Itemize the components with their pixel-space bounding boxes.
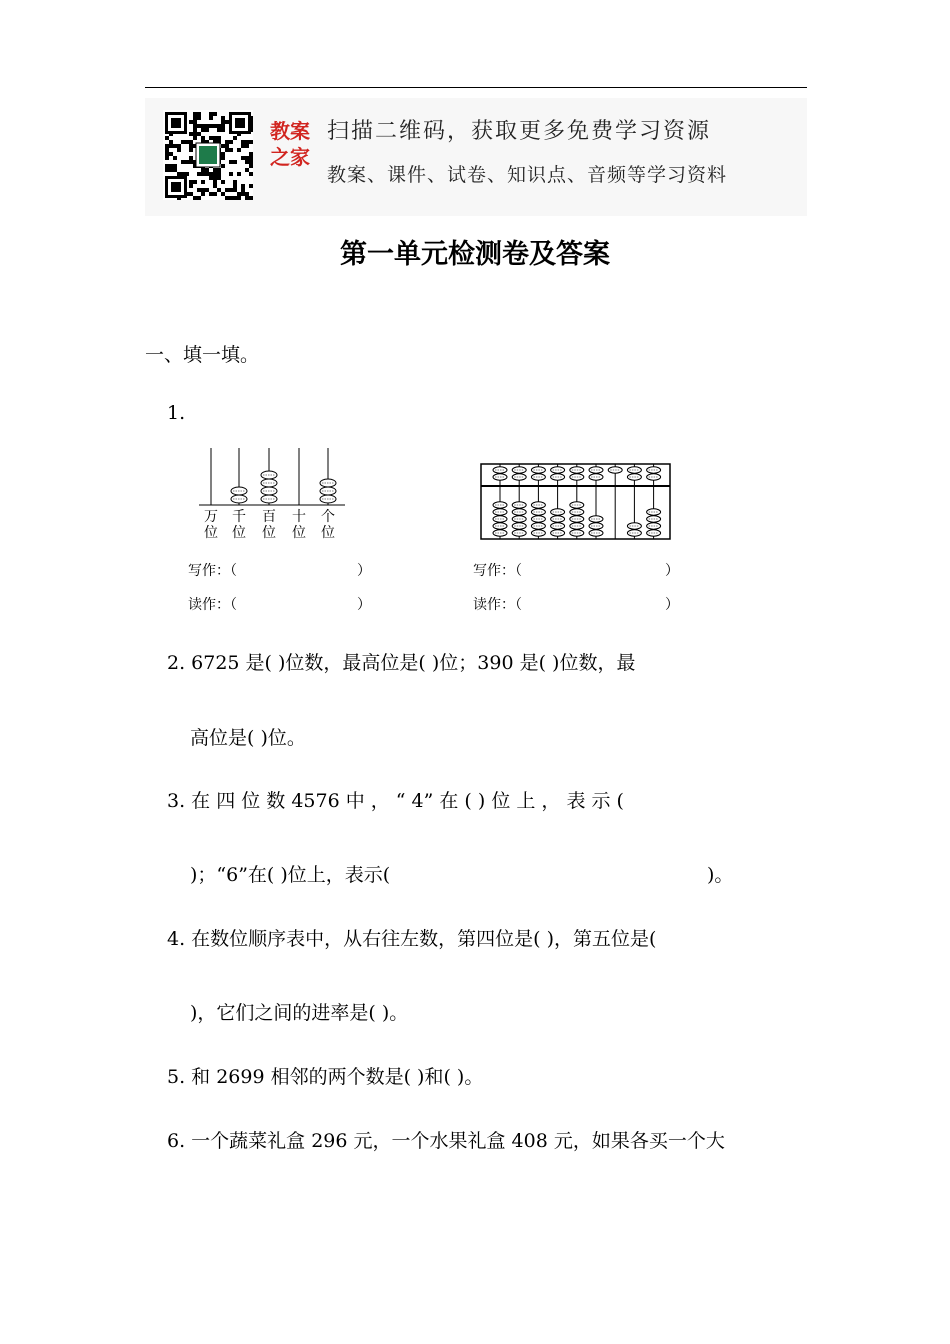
banner-subline: 教案、课件、试卷、知识点、音频等学习资料 bbox=[327, 164, 728, 186]
question-6-line-1: 6. 一个蔬菜礼盒 296 元，一个水果礼盒 408 元，如果各买一个大 bbox=[167, 1130, 725, 1152]
question-1-number: 1. bbox=[167, 402, 186, 424]
question-2-line-1: 2. 6725 是( )位数，最高位是( )位；390 是( )位数，最 bbox=[167, 652, 636, 674]
place-label: 个 位 bbox=[321, 509, 335, 541]
page-title: 第一单元检测卷及答案 bbox=[340, 239, 610, 270]
read-label-right: 读作：（ bbox=[473, 597, 522, 613]
question-4-line-2: )，它们之间的进率是( )。 bbox=[190, 1002, 409, 1024]
write-label-left: 写作：（ bbox=[188, 563, 237, 579]
write-label-right: 写作：（ bbox=[473, 563, 522, 579]
promo-banner bbox=[145, 98, 807, 216]
banner-slogan: 扫描二维码，获取更多免费学习资源 bbox=[327, 119, 712, 144]
header-rule bbox=[145, 87, 807, 88]
question-4-line-1: 4. 在数位顺序表中，从右往左数，第四位是( )，第五位是( bbox=[167, 928, 657, 950]
place-label: 万 位 bbox=[204, 509, 218, 541]
read-close-left: ） bbox=[357, 597, 371, 613]
question-5-line-1: 5. 和 2699 相邻的两个数是( )和( )。 bbox=[167, 1066, 484, 1088]
write-close-right: ） bbox=[665, 563, 679, 579]
qr-code-icon bbox=[163, 110, 253, 200]
read-label-left: 读作：（ bbox=[188, 597, 237, 613]
question-2-line-2: 高位是( )位。 bbox=[190, 727, 306, 749]
question-3-line-2-end: )。 bbox=[707, 864, 734, 886]
write-close-left: ） bbox=[357, 563, 371, 579]
question-3-line-1: 3. 在 四 位 数 4576 中 ， “ 4” 在 ( ) 位 上 ， 表 示 ( bbox=[167, 790, 624, 812]
question-3-line-2: )；“6”在( )位上，表示( bbox=[190, 864, 391, 886]
abacus-figure bbox=[480, 461, 672, 541]
section-heading: 一、填一填。 bbox=[145, 344, 260, 366]
counting-abacus-figure bbox=[195, 444, 355, 510]
place-label: 百 位 bbox=[262, 509, 276, 541]
read-close-right: ） bbox=[665, 597, 679, 613]
place-label: 千 位 bbox=[232, 509, 246, 541]
place-label: 十 位 bbox=[292, 509, 306, 541]
brand-logo: 教案 之家 bbox=[270, 119, 310, 169]
